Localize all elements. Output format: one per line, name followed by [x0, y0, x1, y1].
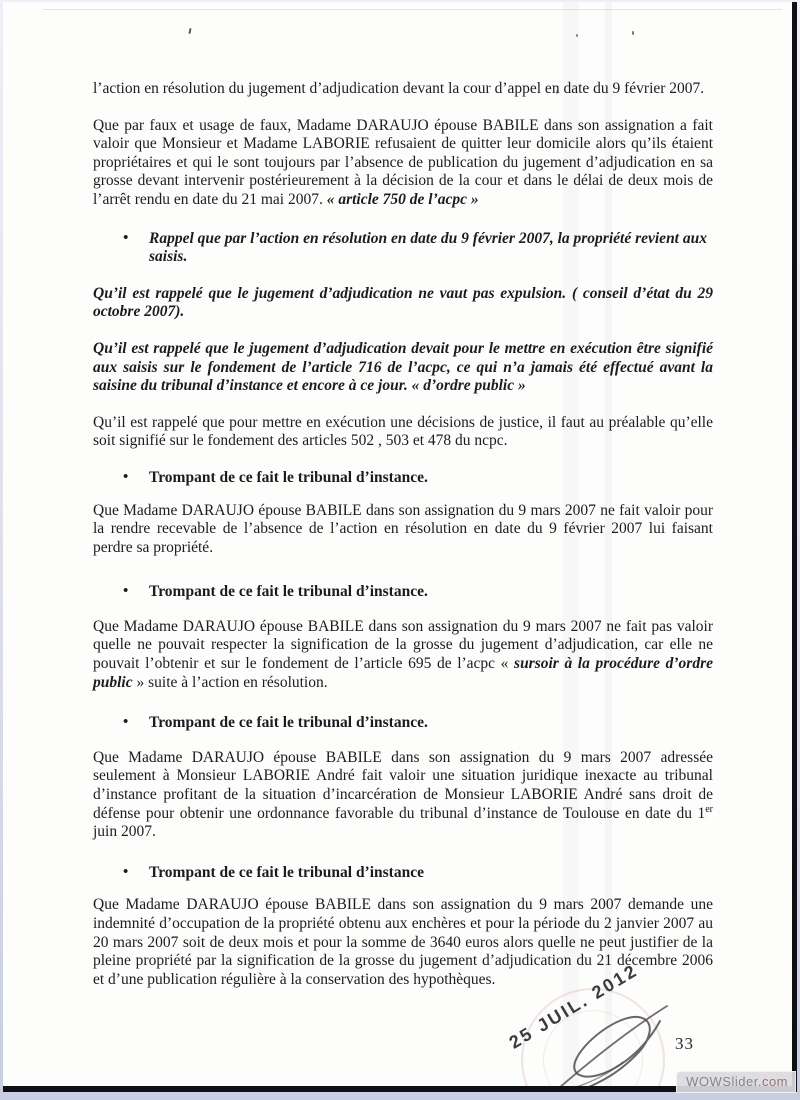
document-body	[93, 80, 713, 1007]
paragraph-article-716: Qu’il est rappelé que le jugement d’adjudication devait pour le mettre en exécution être signifié aux saisis sur le fondement de l’article 716 de l’acpc, ce qui n’a jamais été effectué avant la saisine du tribunal d’instance et encore à ce jour. « d’ordre public »	[93, 339, 713, 395]
bullet-text: Rappel que par l’action en résolution en date du 9 février 2007, la propriété revient aux saisis.	[149, 229, 707, 266]
paragraph-text: juin 2007.	[93, 823, 156, 841]
scan-edge-artifact	[43, 9, 782, 10]
bullet-icon: •	[123, 229, 129, 246]
paragraph-ne-vaut-pas-expulsion: Qu’il est rappelé que le jugement d’adjudication ne vaut pas expulsion. ( conseil d’état du 29 octobre 2007).	[93, 284, 713, 321]
bullet-icon: •	[123, 863, 129, 880]
bullet-text: Trompant de ce fait le tribunal d’instance.	[149, 583, 428, 601]
scanned-document-page	[3, 2, 797, 1092]
paragraph-articles-502-503-478: Qu’il est rappelé que pour mettre en exécution une décisions de justice, il faut au préalable qu’elle soit signifié sur le fondement des articles 502 , 503 et 478 du ncpc.	[93, 413, 713, 450]
signature-scribble	[531, 1000, 671, 1092]
paragraph-incarceration-toulouse	[93, 749, 713, 842]
paragraph-text: Que Madame DARAUJO épouse BABILE dans son assignation du 9 mars 2007 adressée seulement à Monsieur LABORIE André fait valoir une situation juridique inexacte au tribunal d’instance profitant de la situation d’incarcération de Monsieur LABORIE André sans droit de défense pour obtenir une ordonnance favorable du tribunal d’instance de Toulouse en date du 1	[93, 748, 713, 822]
inline-quote-article-750: « article 750 de l’acpc »	[326, 190, 479, 208]
watermark-brand-text: WOWSlider	[686, 1074, 758, 1089]
page-number: 33	[675, 1034, 694, 1053]
paragraph-article-695-sursoir	[93, 618, 713, 692]
paragraph-faux-usage	[93, 117, 713, 210]
bullet-item-rappel	[93, 230, 713, 267]
wowslider-watermark-link[interactable]	[676, 1071, 796, 1093]
bullet-icon: •	[123, 714, 129, 731]
bullet-icon: •	[123, 468, 129, 485]
bullet-text: Trompant de ce fait le tribunal d’instance.	[149, 714, 428, 732]
paragraph-text: » suite à l’action en résolution.	[132, 673, 328, 691]
bullet-heading-trompant-3	[93, 714, 713, 733]
scan-speckle	[188, 28, 191, 34]
date-stamp: 25 JUIL. 2012	[505, 960, 642, 1053]
bullet-heading-trompant-4	[93, 864, 713, 883]
scan-speckle	[632, 31, 634, 35]
bullet-heading-trompant-1	[93, 469, 713, 488]
ordinal-superscript: er	[705, 803, 713, 815]
paragraph-resolution-appel: l’action en résolution du jugement d’adjudication devant la cour d’appel en date du 9 février 2007.	[93, 80, 705, 97]
scan-speckle	[576, 34, 578, 37]
bullet-text: Trompant de ce fait le tribunal d’instance	[149, 863, 424, 881]
inline-quote-sursoir: sursoir à la procédure d’ordre public	[93, 655, 713, 691]
paragraph-assignation-9-mars-recevable: Que Madame DARAUJO épouse BABILE dans son assignation du 9 mars 2007 ne fait valoir pour la rendre recevable de l’absence de l’action en résolution en date du 9 février 2007 lui faisant perdre sa propriété.	[93, 501, 713, 556]
paragraph-indemnite-occupation: Que Madame DARAUJO épouse BABILE dans son assignation du 9 mars 2007 demande une indemnité d’occupation de la propriété obtenu aux enchères et pour la période du 2 janvier 2007 au 20 mars 2007 soit de deux mois et pour la somme de 3640 euros alors quelle ne peut justifier de la pleine propriété par la signification de la grosse du jugement d’adjudication du 21 décembre 2006 et d’une publication régulière à la conservation des hypothèques.	[93, 896, 713, 988]
watermark-tld-text: .com	[757, 1074, 788, 1089]
bullet-icon: •	[123, 583, 129, 600]
bullet-text: Trompant de ce fait le tribunal d’instance.	[149, 468, 428, 486]
bullet-heading-trompant-2	[93, 583, 713, 602]
paragraph-text: Que Madame DARAUJO épouse BABILE dans son assignation du 9 mars 2007 ne fait pas valoir quelle ne pouvait respecter la signification de la grosse du jugement d’adjudication, car elle ne pouvait l’obtenir et sur le fondement de l’article 695 de l’acpc «	[93, 617, 713, 673]
paragraph-text: Que par faux et usage de faux, Madame DARAUJO épouse BABILE dans son assignation a fait valoir que Monsieur et Madame LABORIE refusaient de quitter leur domicile alors qu’ils étaient propriétaires et qui le sont toujours par l’absence de publication du jugement d’adjudication en sa grosse devant intervenir postérieurement à la décision de la cour et dans le délai de deux mois de l’arrêt rendu en date du 21 mai 2007.	[93, 116, 713, 208]
